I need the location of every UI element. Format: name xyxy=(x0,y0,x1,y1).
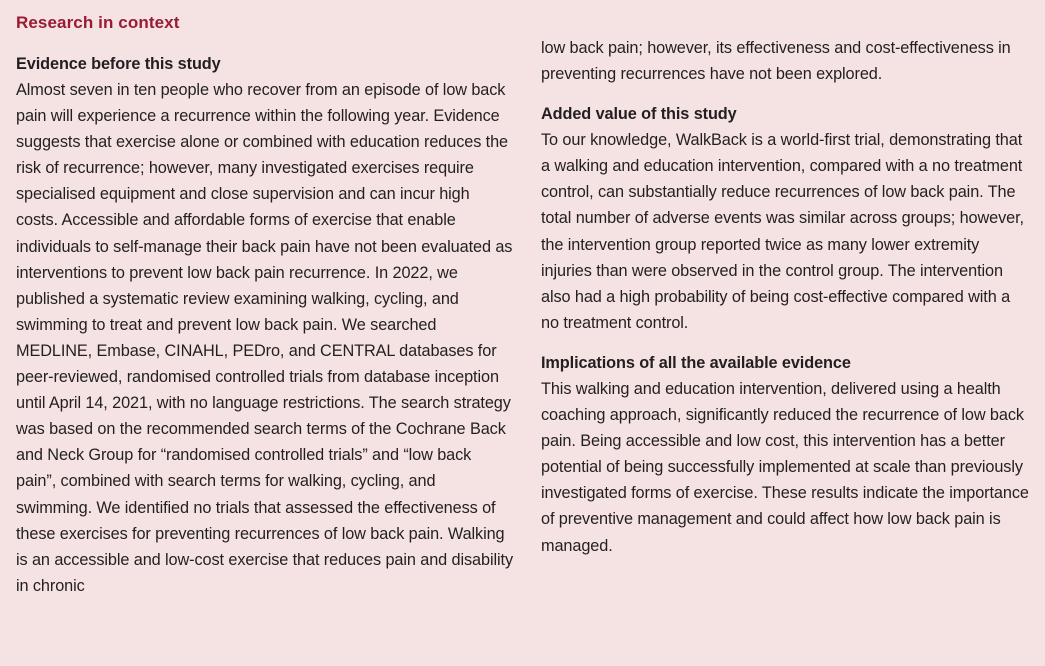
evidence-before-heading: Evidence before this study xyxy=(16,55,221,73)
added-value-text: To our knowledge, WalkBack is a world-first trial, demonstrating that a walking and education intervention, compared with a no treatment control, can substantially reduce recurrences of low back pain. The total number of adverse events was similar across groups; however, the intervention group reported twice as many lower extremity injuries than were observed in the control group. The intervention also had a high probability of being cost-effective compared with a no treatment control. xyxy=(541,131,1024,332)
two-column-body xyxy=(16,39,1031,599)
implications-heading: Implications of all the available evidence xyxy=(541,353,851,372)
implications-text: This walking and education intervention, delivered using a health coaching approach, significantly reduced the recurrence of low back pain. Being accessible and low cost, this intervention has a better potential of being successfully implemented at scale than previously investigated forms of exercise. These results indicate the importance of preventive management and could affect how low back pain is managed. xyxy=(541,379,1029,555)
left-column xyxy=(16,51,514,599)
right-column xyxy=(541,35,1031,599)
evidence-before-text: Almost seven in ten people who recover from an episode of low back pain will experience a recurrence within the following year. Evidence suggests that exercise alone or combined with education reduces the risk of recurrence; however, many investigated exercises require specialised equipment and close supervision and can incur high costs. Accessible and affordable forms of exercise that enable individuals to self-manage their back pain have not been evaluated as interventions to prevent low back pain recurrence. In 2022, we published a systematic review examining walking, cycling, and swimming to treat and prevent low back pain. We searched MEDLINE, Embase, CINAHL, PEDro, and CENTRAL databases for peer-reviewed, randomised controlled trials from database inception until April 14, 2021, with no language restrictions. The search strategy was based on the recommended search terms of the Cochrane Back and Neck Group for “randomised controlled trials” and “low back pain”, combined with search terms for walking, cycling, and swimming. We identified no trials that assessed the effectiveness of these exercises for preventing recurrences of low back pain. Walking is an accessible and low-cost exercise that reduces pain and disability in chronic xyxy=(16,81,513,595)
evidence-before-continuation: low back pain; however, its effectiveness and cost-effectiveness in preventing recurrences have not been explored. xyxy=(541,39,1011,84)
panel-title: Research in context xyxy=(16,13,180,32)
added-value-heading: Added value of this study xyxy=(541,105,737,124)
